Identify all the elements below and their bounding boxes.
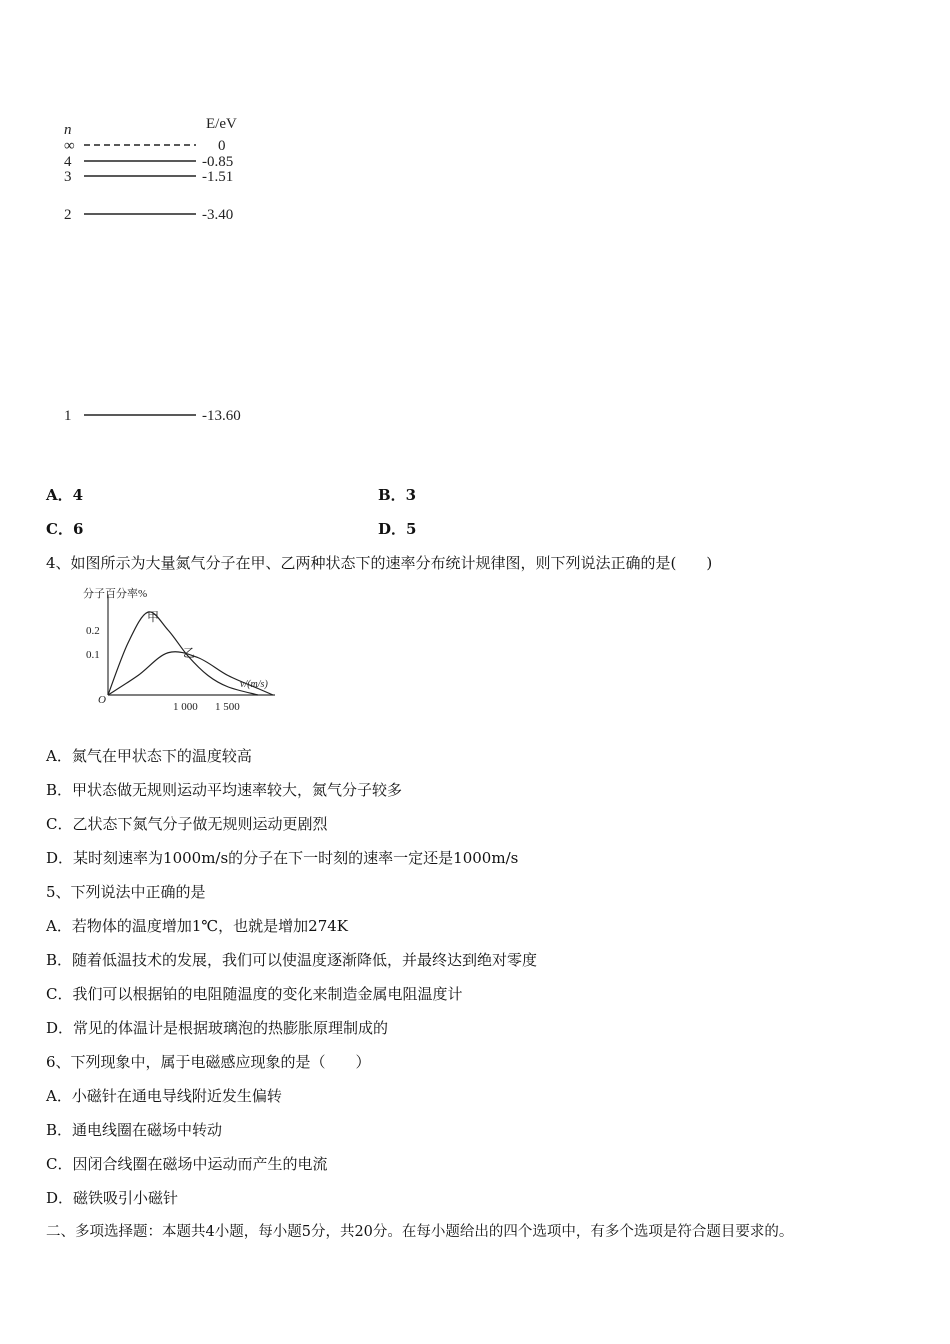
- series-jia-label: 甲: [147, 610, 160, 624]
- q5-option-a[interactable]: A．若物体的温度增加1℃，也就是增加274K: [46, 917, 348, 935]
- q3-option-d[interactable]: D．5: [378, 520, 417, 538]
- q5-stem: 5、下列说法中正确的是: [46, 883, 206, 901]
- x-tick-1: 1 500: [215, 701, 240, 713]
- level-energy-label-4: -3.40: [202, 207, 234, 223]
- q6-option-d[interactable]: D．磁铁吸引小磁针: [46, 1189, 179, 1207]
- speed-distribution-chart: [75, 585, 295, 715]
- y-tick-1: 0.1: [86, 649, 100, 661]
- level-energy-label-1: 0: [218, 138, 226, 154]
- chart-ylabel: 分子百分率%: [83, 588, 148, 600]
- energy-axis-label: E/eV: [206, 116, 237, 132]
- chart-origin: O: [98, 694, 106, 706]
- section-2-heading: 二、多项选择题：本题共4小题，每小题5分，共20分。在每小题给出的四个选项中，有多个选项是符合题目要求的。: [46, 1224, 794, 1240]
- q4-stem: 4、如图所示为大量氮气分子在甲、乙两种状态下的速率分布统计规律图，则下列说法正确的是( ): [46, 554, 713, 572]
- q6-option-b[interactable]: B．通电线圈在磁场中转动: [46, 1121, 223, 1139]
- q4-option-d[interactable]: D．某时刻速率为1000m/s的分子在下一时刻的速率一定还是1000m/s: [46, 849, 519, 867]
- n-axis-label: n: [64, 122, 72, 138]
- q5-option-c[interactable]: C．我们可以根据铂的电阻随温度的变化来制造金属电阻温度计: [46, 985, 463, 1003]
- y-tick-0: 0.2: [86, 625, 100, 637]
- series-yi-label: 乙: [183, 646, 196, 660]
- q4-option-a[interactable]: A．氮气在甲状态下的温度较高: [46, 747, 252, 765]
- chart-xlabel: v/(m/s): [240, 679, 268, 690]
- level-n-label-4: 2: [64, 207, 72, 223]
- q6-option-a[interactable]: A．小磁针在通电导线附近发生偏转: [46, 1087, 282, 1105]
- q3-option-c[interactable]: C．6: [46, 520, 84, 538]
- q4-option-b[interactable]: B．甲状态做无规则运动平均速率较大，氮气分子较多: [46, 781, 403, 799]
- q5-option-d[interactable]: D．常见的体温计是根据玻璃泡的热膨胀原理制成的: [46, 1019, 389, 1037]
- level-energy-label-5: -13.60: [202, 408, 241, 424]
- q5-option-b[interactable]: B．随着低温技术的发展，我们可以使温度逐渐降低，并最终达到绝对零度: [46, 951, 538, 969]
- level-energy-label-2: -0.85: [202, 154, 234, 170]
- energy-level-diagram: [50, 110, 320, 430]
- level-n-label-2: 4: [64, 154, 72, 170]
- x-tick-0: 1 000: [173, 701, 198, 713]
- q4-option-c[interactable]: C．乙状态下氮气分子做无规则运动更剧烈: [46, 815, 328, 833]
- level-n-label-1: ∞: [64, 138, 75, 154]
- q6-stem: 6、下列现象中，属于电磁感应现象的是（ ）: [46, 1053, 371, 1071]
- level-n-label-3: 3: [64, 169, 72, 185]
- q3-option-a[interactable]: A．4: [46, 486, 84, 504]
- q6-option-c[interactable]: C．因闭合线圈在磁场中运动而产生的电流: [46, 1155, 328, 1173]
- q3-option-b[interactable]: B．3: [378, 486, 417, 504]
- level-n-label-5: 1: [64, 408, 72, 424]
- level-energy-label-3: -1.51: [202, 169, 234, 185]
